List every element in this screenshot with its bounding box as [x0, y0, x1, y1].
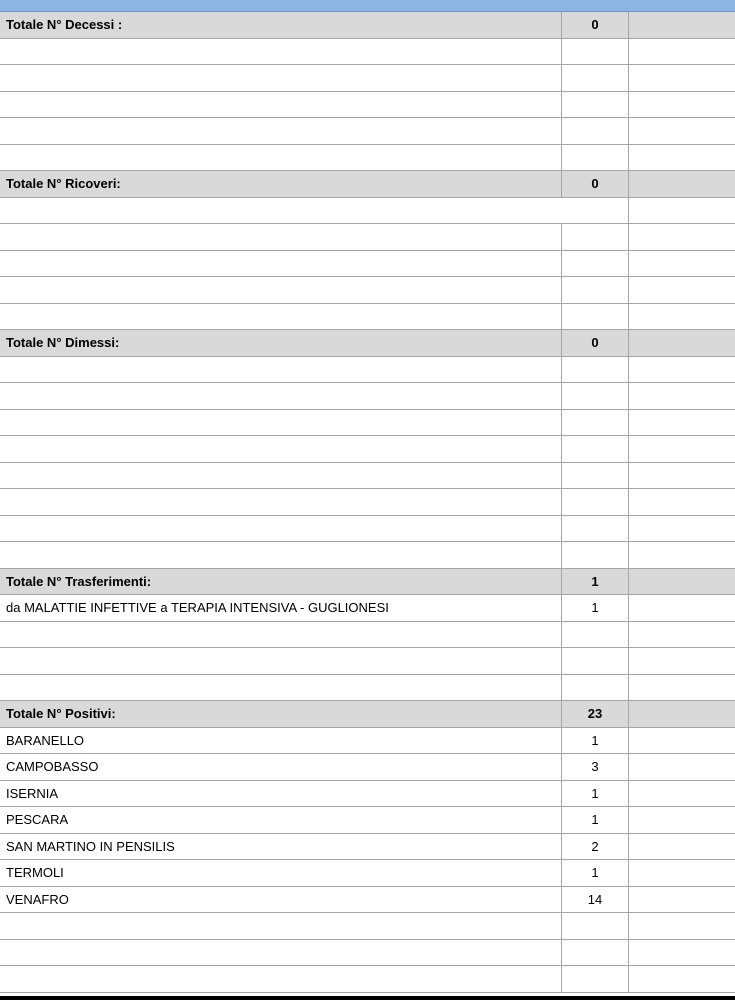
row-value — [561, 410, 628, 436]
table-row — [0, 754, 735, 781]
row-label — [0, 463, 561, 489]
empty-cell — [628, 516, 735, 542]
row-value: 1 — [561, 595, 628, 621]
table-row — [0, 913, 735, 940]
empty-cell — [628, 966, 735, 992]
row-label — [0, 224, 561, 250]
empty-cell — [628, 542, 735, 568]
row-label — [0, 92, 561, 118]
empty-cell — [628, 39, 735, 65]
section-total-label: Totale N° Positivi: — [6, 706, 116, 722]
empty-cell — [628, 251, 735, 277]
empty-cell — [628, 463, 735, 489]
empty-cell — [628, 357, 735, 383]
empty-cell — [628, 887, 735, 913]
empty-cell — [628, 224, 735, 250]
table-row — [0, 860, 735, 887]
row-value — [561, 304, 628, 330]
empty-cell — [628, 92, 735, 118]
section-total-label: Totale N° Dimessi: — [6, 335, 120, 351]
empty-cell — [628, 648, 735, 674]
row-label — [0, 39, 561, 65]
table-row — [0, 940, 735, 967]
empty-cell — [628, 675, 735, 701]
row-value — [561, 65, 628, 91]
table-bottom-border — [0, 996, 735, 1000]
empty-cell — [628, 436, 735, 462]
row-value — [561, 251, 628, 277]
empty-cell — [628, 489, 735, 515]
row-label: SAN MARTINO IN PENSILIS — [6, 838, 175, 854]
table-row — [0, 436, 735, 463]
row-value: 14 — [561, 887, 628, 913]
section-total-label: Totale N° Trasferimenti: — [6, 573, 152, 589]
table-row — [0, 383, 735, 410]
row-value — [561, 145, 628, 171]
table-row — [0, 542, 735, 569]
row-value — [561, 463, 628, 489]
empty-cell — [628, 383, 735, 409]
empty-cell — [628, 118, 735, 144]
row-label — [0, 542, 561, 568]
empty-cell — [628, 12, 735, 38]
empty-cell — [628, 65, 735, 91]
row-label — [0, 410, 561, 436]
row-value: 1 — [561, 781, 628, 807]
row-label: ISERNIA — [6, 785, 59, 801]
section-total-row — [0, 330, 735, 357]
table-row — [0, 595, 735, 622]
table-row — [0, 410, 735, 437]
row-value — [561, 383, 628, 409]
empty-cell — [628, 569, 735, 595]
row-value — [561, 622, 628, 648]
table-row — [0, 39, 735, 66]
row-label — [0, 383, 561, 409]
row-label — [0, 65, 561, 91]
row-value — [561, 913, 628, 939]
section-total-value: 23 — [561, 701, 628, 727]
table-row — [0, 728, 735, 755]
section-total-row — [0, 12, 735, 39]
row-value — [561, 966, 628, 992]
empty-cell — [628, 330, 735, 356]
table-row — [0, 357, 735, 384]
row-value — [561, 542, 628, 568]
table-row — [0, 675, 735, 702]
table-row — [0, 463, 735, 490]
table-row — [0, 516, 735, 543]
table-row — [0, 966, 735, 993]
row-value — [561, 436, 628, 462]
row-value — [561, 198, 628, 224]
row-label — [0, 118, 561, 144]
section-total-label: Totale N° Ricoveri: — [6, 176, 121, 192]
row-label — [0, 198, 561, 224]
row-label — [0, 436, 561, 462]
row-label: TERMOLI — [6, 865, 64, 881]
section-total-row — [0, 569, 735, 596]
row-label: BARANELLO — [6, 732, 85, 748]
empty-cell — [628, 410, 735, 436]
row-value — [561, 940, 628, 966]
row-label — [0, 940, 561, 966]
empty-cell — [628, 913, 735, 939]
table-row — [0, 145, 735, 172]
section-total-value: 1 — [561, 569, 628, 595]
row-label: da MALATTIE INFETTIVE a TERAPIA INTENSIVA - GUGLIONESI — [6, 600, 389, 616]
row-value: 3 — [561, 754, 628, 780]
row-value — [561, 516, 628, 542]
row-value — [561, 224, 628, 250]
row-value: 1 — [561, 728, 628, 754]
row-label — [0, 277, 561, 303]
row-value — [561, 675, 628, 701]
row-value: 1 — [561, 860, 628, 886]
row-value — [561, 118, 628, 144]
row-label — [0, 648, 561, 674]
table-row — [0, 781, 735, 808]
empty-cell — [628, 595, 735, 621]
row-label — [0, 675, 561, 701]
empty-cell — [628, 940, 735, 966]
section-total-label: Totale N° Decessi : — [6, 17, 123, 33]
empty-cell — [628, 728, 735, 754]
table-row — [0, 92, 735, 119]
row-value — [561, 92, 628, 118]
row-label: CAMPOBASSO — [6, 759, 99, 775]
row-value — [561, 357, 628, 383]
section-total-row — [0, 171, 735, 198]
sheet-header-band — [0, 0, 735, 12]
row-label: VENAFRO — [6, 891, 69, 907]
table-row — [0, 887, 735, 914]
table-row — [0, 251, 735, 278]
table-row — [0, 198, 735, 225]
row-value — [561, 39, 628, 65]
row-label — [0, 304, 561, 330]
report-table — [0, 12, 735, 993]
row-label — [0, 145, 561, 171]
empty-cell — [628, 277, 735, 303]
empty-cell — [628, 198, 735, 224]
row-label: PESCARA — [6, 812, 69, 828]
table-row — [0, 489, 735, 516]
row-label — [0, 622, 561, 648]
empty-cell — [628, 781, 735, 807]
empty-cell — [628, 834, 735, 860]
table-row — [0, 648, 735, 675]
section-total-row — [0, 701, 735, 728]
empty-cell — [628, 304, 735, 330]
empty-cell — [628, 171, 735, 197]
table-row — [0, 65, 735, 92]
empty-cell — [628, 145, 735, 171]
empty-cell — [628, 860, 735, 886]
table-row — [0, 622, 735, 649]
empty-cell — [628, 754, 735, 780]
section-total-value: 0 — [561, 171, 628, 197]
row-value — [561, 489, 628, 515]
table-row — [0, 118, 735, 145]
table-row — [0, 224, 735, 251]
row-label — [0, 251, 561, 277]
row-value — [561, 648, 628, 674]
row-value: 2 — [561, 834, 628, 860]
section-total-value: 0 — [561, 330, 628, 356]
table-row — [0, 834, 735, 861]
row-label — [0, 913, 561, 939]
row-value — [561, 277, 628, 303]
row-label — [0, 489, 561, 515]
table-row — [0, 807, 735, 834]
empty-cell — [628, 807, 735, 833]
row-label — [0, 966, 561, 992]
row-label — [0, 357, 561, 383]
empty-cell — [628, 701, 735, 727]
row-label — [0, 516, 561, 542]
table-row — [0, 277, 735, 304]
section-total-value: 0 — [561, 12, 628, 38]
empty-cell — [628, 622, 735, 648]
row-value: 1 — [561, 807, 628, 833]
table-row — [0, 304, 735, 331]
